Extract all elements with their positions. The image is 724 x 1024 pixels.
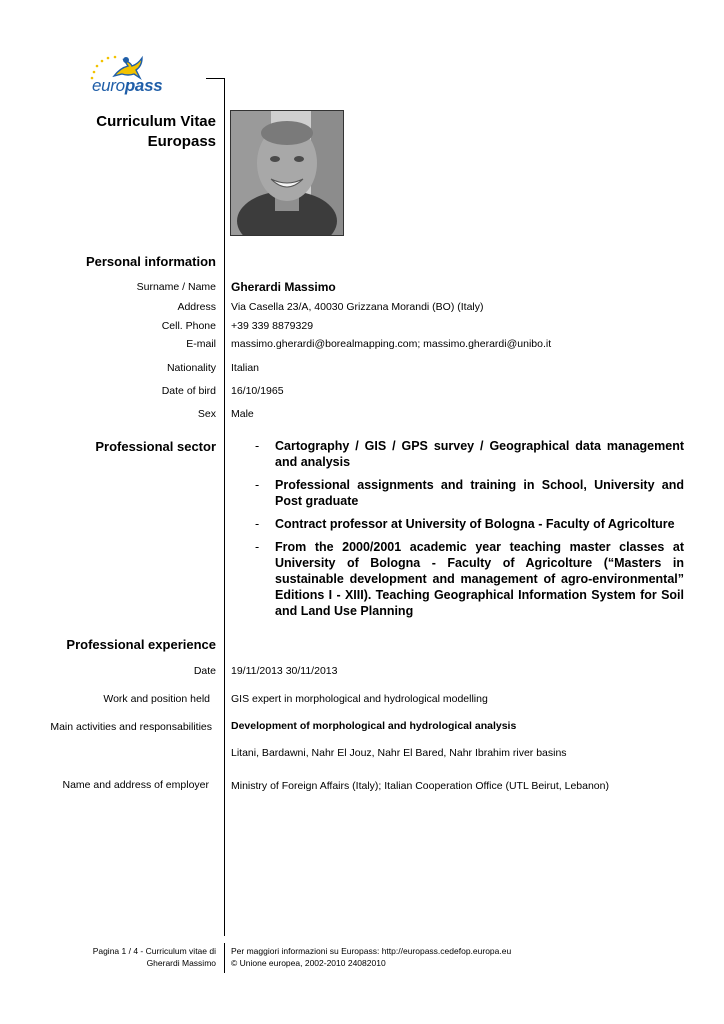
nationality-value: Italian <box>231 362 260 374</box>
portrait-image <box>231 111 343 235</box>
employer-value: Ministry of Foreign Affairs (Italy); Italian Cooperation Office (UTL Beirut, Lebanon) <box>231 780 609 792</box>
divider-top-tick <box>206 78 225 79</box>
logo-prefix: euro <box>92 76 125 95</box>
profile-photo <box>230 110 344 236</box>
phone-label: Cell. Phone <box>161 320 216 332</box>
list-item <box>250 516 684 532</box>
footer-right <box>231 945 511 969</box>
cv-title-line1: Curriculum Vitae <box>96 113 216 130</box>
footer-info-link[interactable]: Per maggiori informazioni su Europass: http://europass.cedefop.europa.eu <box>231 946 512 956</box>
sector-heading: Professional sector <box>95 439 216 454</box>
date-value: 19/11/2013 30/11/2013 <box>231 665 338 677</box>
sector-item-text: Professional assignments and training in School, University and Post graduate <box>275 478 684 508</box>
work-label: Work and position held <box>103 693 210 705</box>
footer-copyright: © Unione europea, 2002-2010 24082010 <box>231 958 386 968</box>
footer-divider <box>224 943 225 973</box>
footer-left <box>93 945 216 969</box>
sector-item-text: Cartography / GIS / GPS survey / Geographical data management and analysis <box>275 439 684 469</box>
dob-value: 16/10/1965 <box>231 385 284 397</box>
logo-suffix: pass <box>124 76 163 95</box>
address-value: Via Casella 23/A, 40030 Grizzana Morandi (BO) (Italy) <box>231 301 484 313</box>
address-label: Address <box>177 301 216 313</box>
list-dash: - <box>255 517 260 531</box>
cv-title-line2: Europass <box>147 133 216 150</box>
list-item <box>250 438 684 470</box>
sector-item-text: Contract professor at University of Bologna - Faculty of Agricolture <box>275 517 675 531</box>
europass-logo <box>80 50 180 100</box>
surname-value: Gherardi Massimo <box>231 280 336 294</box>
list-item <box>250 539 684 619</box>
email-value[interactable]: massimo.gherardi@borealmapping.com; massimo.gherardi@unibo.it <box>231 338 552 350</box>
activities-detail: Litani, Bardawni, Nahr El Jouz, Nahr El Bared, Nahr Ibrahim river basins <box>231 747 567 759</box>
cv-title <box>96 112 216 152</box>
sex-label: Sex <box>197 408 216 420</box>
email-label: E-mail <box>186 338 216 350</box>
list-dash: - <box>255 439 260 453</box>
employer-label: Name and address of employer <box>62 779 209 791</box>
phone-value: +39 339 8879329 <box>231 320 314 332</box>
activities-value: Development of morphological and hydrological analysis <box>231 720 517 732</box>
activities-label: Main activities and responsabilities <box>50 721 212 733</box>
personal-info-heading: Personal information <box>85 254 216 269</box>
footer-author: Gherardi Massimo <box>146 958 216 968</box>
nationality-label: Nationality <box>166 362 216 374</box>
list-dash: - <box>255 540 260 554</box>
dob-label: Date of bird <box>161 385 216 397</box>
work-value: GIS expert in morphological and hydrological modelling <box>231 693 488 705</box>
experience-heading: Professional experience <box>66 637 216 652</box>
sex-value: Male <box>231 408 254 420</box>
column-divider <box>224 78 225 936</box>
list-dash: - <box>255 478 260 492</box>
footer-page-info: Pagina 1 / 4 - Curriculum vitae di <box>92 946 216 956</box>
sector-list <box>250 438 684 626</box>
surname-label: Surname / Name <box>136 281 216 293</box>
date-label: Date <box>193 665 216 677</box>
sector-item-text: From the 2000/2001 academic year teaching master classes at University of Bologna - Faculty of Agricolture (“Masters in sustainable development and management of agro-environmental” Editions I - XIII). Teaching Geographical Information System for Soil and Land Use Planning <box>275 540 684 618</box>
list-item <box>250 477 684 509</box>
